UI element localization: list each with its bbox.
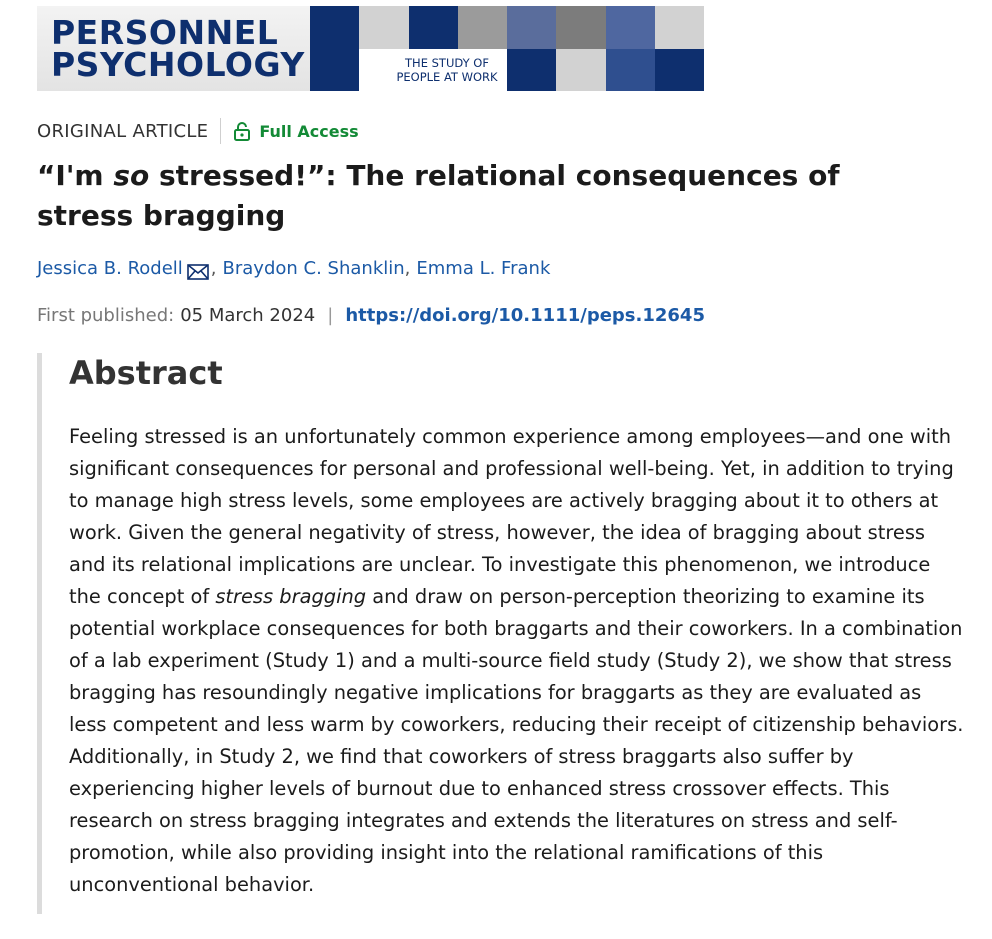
abstract-text-part2: and draw on person-perception theorizing to examine its potential workplace consequences for both braggarts and their coworkers. In a combination of a lab experiment (Study 1) and a multi-source field study (Study 2), we show that stress bragging has resoundingly negative implications for braggarts as they are evaluated as less competent and less warm by coworkers, reducing their receipt of citizenship behaviors. Additionally, in Study 2, we find that coworkers of stress braggarts also suffer by experiencing higher levels of burnout due to enhanced stress crossover effects. This research on stress bragging integrates and extends the literatures on stress and self-promotion, while also providing insight into the relational ramifications of this unconventional behavior.: [69, 585, 964, 896]
publication-date: 05 March 2024: [180, 305, 316, 326]
email-icon[interactable]: [187, 264, 209, 280]
access-badge: [233, 121, 358, 141]
author-link-rodell[interactable]: Jessica B. Rodell: [37, 258, 183, 279]
mosaic-tile: [359, 6, 408, 49]
publication-info: [37, 305, 705, 326]
title-part3: stressed!”: The relational consequences of stress bragging: [37, 159, 840, 232]
abstract-italic-term: stress bragging: [215, 585, 367, 608]
mosaic-tile: [556, 6, 605, 49]
mosaic-tile: [606, 49, 655, 92]
journal-name-line2: PSYCHOLOGY: [51, 44, 305, 84]
mosaic-tile: [310, 49, 359, 92]
tagline-line1: THE STUDY OF: [405, 56, 489, 70]
abstract-text: [69, 421, 964, 901]
journal-mosaic: [310, 6, 704, 91]
title-italic: so: [113, 159, 150, 192]
mosaic-tile: [655, 6, 704, 49]
first-published-label: First published:: [37, 305, 175, 326]
article-type: ORIGINAL ARTICLE: [37, 120, 209, 142]
journal-tagline: [388, 49, 506, 91]
article-title: [37, 156, 917, 236]
mosaic-tile: [310, 6, 359, 49]
publication-separator: |: [327, 305, 334, 326]
abstract-section: [37, 353, 964, 914]
mosaic-tile: [556, 49, 605, 92]
abstract-text-part1: Feeling stressed is an unfortunately common experience among employees—and one with significant consequences for personal and professional well-being. Yet, in addition to trying to manage high stress levels, some employees are actively bragging about it to others at work. Given the general negativity of stress, however, the idea of bragging about stress and its relational implications are unclear. To investigate this phenomenon, we introduce the concept of: [69, 425, 954, 608]
article-meta: [37, 118, 359, 144]
abstract-heading: Abstract: [69, 354, 223, 392]
mosaic-tile: [507, 6, 556, 49]
mosaic-tile: [409, 6, 458, 49]
author-link-shanklin[interactable]: Braydon C. Shanklin: [222, 258, 405, 279]
mosaic-tile: [458, 6, 507, 49]
author-separator: ,: [404, 258, 411, 279]
doi-link[interactable]: https://doi.org/10.1111/peps.12645: [345, 305, 705, 326]
journal-name-line1: PERSONNEL: [51, 12, 279, 52]
unlock-icon: [233, 121, 251, 141]
tagline-line2: PEOPLE AT WORK: [396, 70, 498, 84]
meta-divider: [220, 118, 221, 144]
author-separator: ,: [210, 258, 217, 279]
mosaic-tile: [507, 49, 556, 92]
access-label: Full Access: [259, 121, 359, 141]
author-link-frank[interactable]: Emma L. Frank: [416, 258, 551, 279]
mosaic-tile: [606, 6, 655, 49]
journal-logo-text: [37, 6, 310, 91]
author-list: [37, 258, 550, 279]
journal-banner[interactable]: [37, 6, 704, 91]
mosaic-tile: [655, 49, 704, 92]
title-part1: “I'm: [37, 159, 114, 192]
